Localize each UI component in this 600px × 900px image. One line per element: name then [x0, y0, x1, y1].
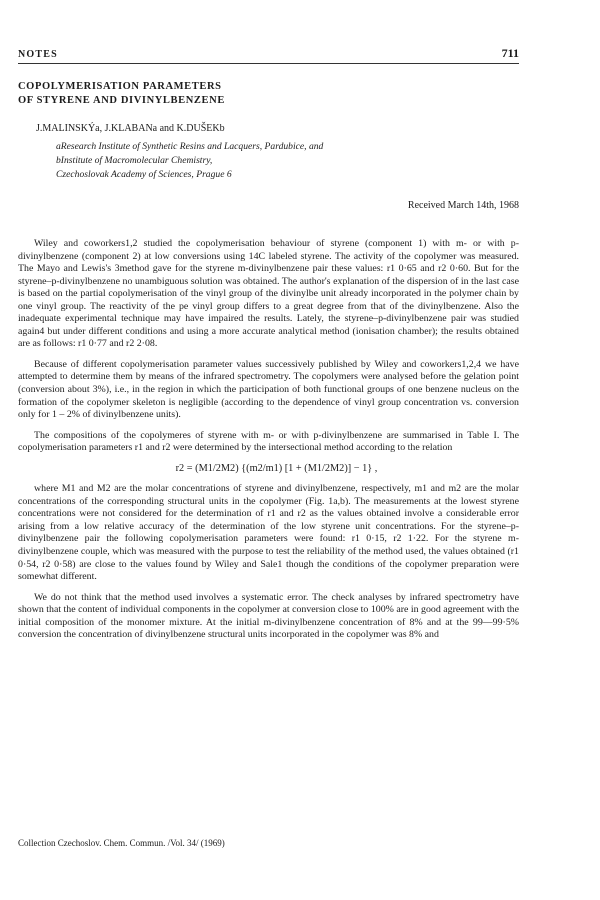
affiliation-c: Czechoslovak Academy of Sciences, Prague 6	[56, 169, 232, 180]
article-body	[18, 238, 519, 650]
article-title	[18, 80, 518, 108]
received-date: Received March 14th, 1968	[407, 200, 519, 211]
affiliations	[56, 140, 323, 182]
equation: r2 = (M1/2M2) {(m2/m1) [1 + (M1/2M2)] − 1} ,	[175, 462, 378, 474]
paragraph-2: Because of different copolymerisation parameter values successively published by Wiley and coworkers1,2,4 we have attempted to determine them by means of the infrared spectrometry. The copolymers were analysed before the gelation point (conversion about 3%), i.e., in the region in which the participation of both functional groups of one benzene nucleus on the formation of the copolymer skeleton is negligible (according to the dependence of vinyl group concentration vs. conversion only for 1 – 2% of divinylbenzene units).	[18, 358, 519, 421]
header-rule	[18, 63, 519, 64]
title-line-2: OF STYRENE AND DIVINYLBENZENE	[18, 95, 225, 106]
affiliation-b: bInstitute of Macromolecular Chemistry,	[56, 155, 213, 166]
title-line-1: COPOLYMERISATION PARAMETERS	[18, 81, 222, 92]
journal-footer: Collection Czechoslov. Chem. Commun. /Vol. 34/ (1969)	[18, 838, 225, 848]
affiliation-a: aResearch Institute of Synthetic Resins and Lacquers, Pardubice, and	[56, 141, 324, 152]
paragraph-3: The compositions of the copolymeres of styrene with m- or with p-divinylbenzene are summarised in Table I. The copolymerisation parameters r1 and r2 were determined by the intersectional method according to the relation	[18, 429, 519, 454]
paragraph-4: where M1 and M2 are the molar concentrations of styrene and divinylbenzene, respectively, m1 and m2 are the molar concentrations of the corresponding structural units in the copolymer (Fig. 1a,b). The measurements at the lowest styrene concentrations were not considered for the determination of r1 and r2 as the values obtained involve a considerable error arising from a low relative accuracy of the determination of the low styrene unit concentrations. For the styrene–p-divinylbenzene pair the following copolymerisation parameters were found: r1 0·15, r2 1·22. For the styrene m-divinylbenzene couple, which was measured with the purpose to test the reliability of the method used, the values obtained (r1 0·54, r2 0·58) are close to the values found by Wiley and Sale1 though the conditions of the copolymer preparation were somewhat different.	[18, 483, 519, 583]
paragraph-1: Wiley and coworkers1,2 studied the copolymerisation behaviour of styrene (component 1) with m- or with p-divinylbenzene (component 2) at low conversions using 14C labeled styrene. The activity of the copolymer was measured. The Mayo and Lewis's 3method gave for the styrene m-divinylbenzene pair these values: r1 0·65 and r2 0·60. But for the styrene–p-divinylbenzene no unambiguous solution was obtained. The author's explanation of the dispersion of in the last case is based on the partial copolymerisation of the vinyl group of the divinylbe unit already incorporated in the polymer chain by one vinyl group. The reactivity of the pe vinyl group differs to a great degree from that of the divinylbenzene. Also the inadequate experimental technique may have impaired the results. Lately, the styrene–p-divinylbenzene pair was studied again4 but under different conditions and using a more accurate analytical method (ionisation chamber); the results obtained are as follows: r1 0·77 and r2 2·08.	[18, 238, 519, 350]
authors: J.MALINSKÝa, J.KLABANa and K.DUŠEKb	[36, 123, 225, 134]
page-number: 711	[501, 46, 519, 60]
paragraph-5: We do not think that the method used involves a systematic error. The check analyses by infrared spectrometry have shown that the content of individual components in the copolymer at conversion close to 100% are in good agreement with the initial composition of the monomer mixture. At the initial m-divinylbenzene concentration of 8% and at the 99—99·5% conversion the concentration of divinylbenzene structural units incorporated in the copolymer was 8% and	[18, 591, 519, 641]
section-header: NOTES	[18, 49, 58, 60]
